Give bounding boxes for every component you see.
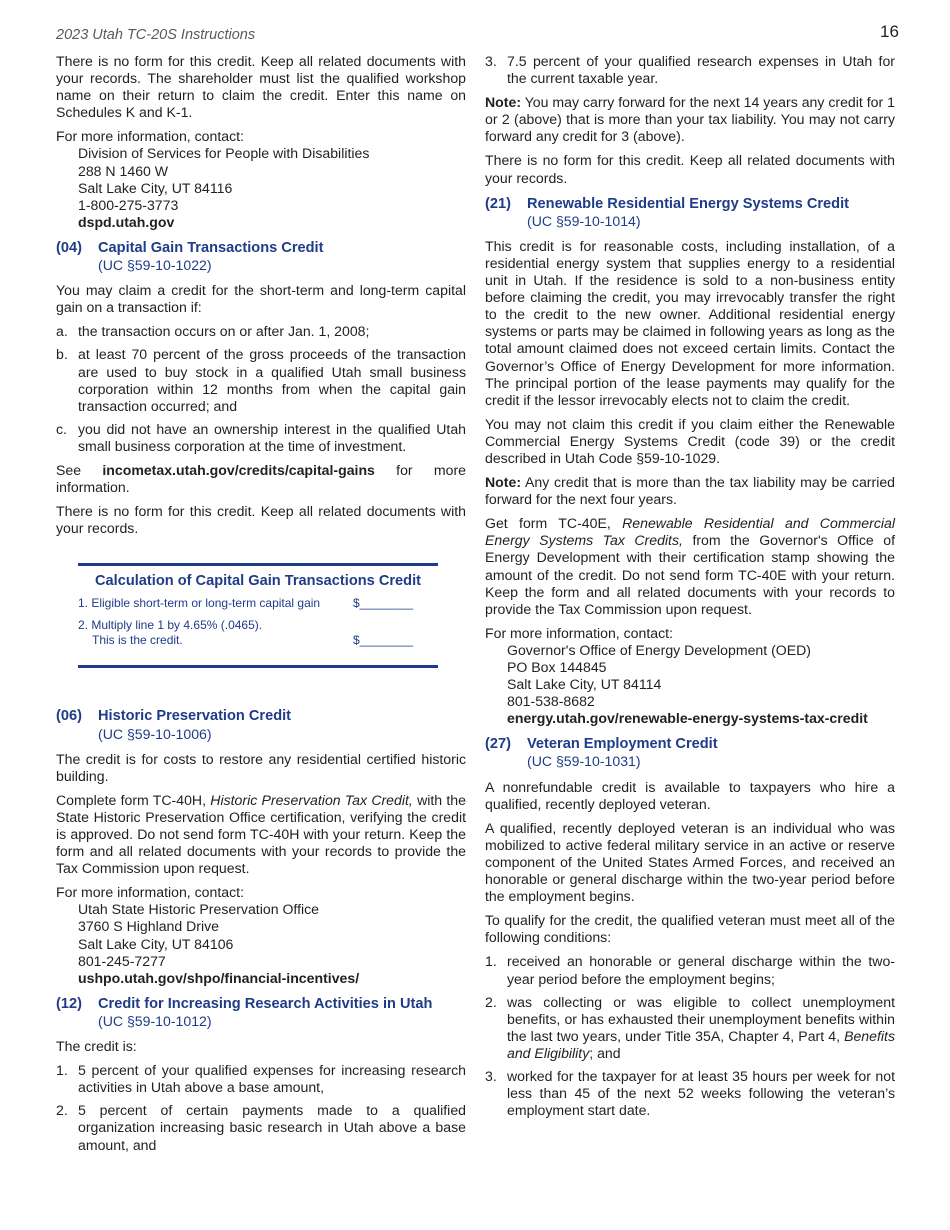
- list-text: you did not have an ownership interest in the qualified Utah small business corporation at the time of investment.: [78, 420, 466, 454]
- credit-list-continued: [485, 53, 895, 87]
- text-run: with the State Historic Preservation Office certification, verifying the credit is approved. Do not send form TC-40H with your return. Keep the form and all related documents with your records to provide the Tax Commission upon request.: [56, 791, 466, 877]
- contact-block-dspd: [56, 128, 466, 231]
- contact-block-ushpo: [56, 884, 466, 987]
- list-item: [56, 1062, 466, 1096]
- calculation-line-1: [78, 596, 438, 611]
- section-code: (12): [56, 995, 82, 1012]
- contact-url[interactable]: ushpo.utah.gov/shpo/financial-incentives/: [78, 969, 360, 986]
- calc-line-label-b: This is the credit.: [92, 633, 183, 648]
- note-paragraph: [485, 94, 895, 145]
- contact-line: Division of Services for People with Disabilities: [78, 145, 370, 162]
- contact-line: 801-538-8682: [507, 693, 595, 710]
- calculation-box: [78, 563, 438, 668]
- see-post: for more information.: [56, 461, 466, 496]
- paragraph: There is no form for this credit. Keep all related documents with your records.: [56, 503, 466, 537]
- section-heading-04: [56, 240, 466, 274]
- note-text: You may carry forward for the next 14 years any credit for 1 or 2 (above) that is more than your tax liability. You may not carry forward any credit for 3 (above).: [485, 94, 895, 145]
- calculation-title: Calculation of Capital Gain Transactions Credit: [95, 573, 421, 590]
- list-marker: 1.: [56, 1062, 68, 1079]
- section-citation: (UC §59-10-1012): [98, 1012, 212, 1029]
- paragraph: [485, 515, 895, 618]
- section-title: Historic Preservation Credit: [98, 708, 292, 725]
- contact-url[interactable]: energy.utah.gov/renewable-energy-systems-tax-credit: [507, 710, 868, 727]
- list-item: [56, 1102, 466, 1153]
- list-text: the transaction occurs on or after Jan. 1, 2008;: [78, 323, 370, 340]
- condition-list: [485, 953, 895, 1119]
- paragraph: This credit is for reasonable costs, including installation, of a residential energy system that supplies energy to a residential unit in Utah. If the residence is sold to a non-business entity before claiming the credit, you may irrevocably transfer the right to the credit to the new owner. Additional residential energy systems or parts may be claimed in following years as long as the total amount claimed does not exceed certain limits. Contact the Governor’s Office of Energy Development for more information. The principal portion of the lease payments may qualify for the credit if the lessor irrevocably elects not to claim the credit.: [485, 237, 895, 408]
- list-marker: 2.: [485, 993, 497, 1010]
- list-item: [485, 1068, 895, 1119]
- list-item: [56, 346, 466, 414]
- left-column: [56, 53, 466, 1161]
- list-text: 7.5 percent of your qualified research expenses in Utah for the current taxable year.: [507, 53, 895, 87]
- contact-block-oed: [485, 625, 895, 728]
- credit-list: [56, 1062, 466, 1153]
- section-heading-27: [485, 736, 895, 770]
- list-marker: c.: [56, 420, 67, 437]
- calc-line-label: [78, 618, 353, 648]
- document-header-title: 2023 Utah TC-20S Instructions: [56, 27, 256, 43]
- list-item: [485, 53, 895, 87]
- paragraph: A nonrefundable credit is available to taxpayers who hire a qualified, recently deployed veteran.: [485, 778, 895, 812]
- text-run: from the Governor's Office of Energy Development with their certification stamp showing the amount of the credit. Do not send form TC-40E with your return. Keep the form and all related documents with your records to provide the Tax Commission upon request.: [485, 532, 895, 617]
- list-text: at least 70 percent of the gross proceeds of the transaction are used to buy stock in a qualified Utah small business corporation within 12 months from when the capital gain transaction occurred; and: [78, 346, 466, 414]
- contact-line: 3760 S Highland Drive: [78, 918, 220, 935]
- section-code: (06): [56, 708, 82, 725]
- paragraph: There is no form for this credit. Keep all related documents with your records.: [485, 152, 895, 186]
- form-title: Renewable Residential and Commercial Energy Systems Tax Credits,: [485, 515, 895, 549]
- note-text: Any credit that is more than the tax liability may be carried forward for the next four years.: [485, 474, 895, 508]
- paragraph: To qualify for the credit, the qualified veteran must meet all of the following conditions:: [485, 912, 895, 946]
- section-title: Veteran Employment Credit: [527, 736, 718, 753]
- contact-line: PO Box 144845: [507, 659, 607, 675]
- list-text: 5 percent of your qualified expenses for increasing research activities in Utah above a base amount,: [78, 1062, 466, 1096]
- section-heading-06: [56, 708, 466, 742]
- section-title: Credit for Increasing Research Activities in Utah: [98, 995, 433, 1012]
- contact-line: Utah State Historic Preservation Office: [78, 901, 319, 918]
- calc-line-label-a: 2. Multiply line 1 by 4.65% (.0465).: [78, 618, 263, 633]
- section-citation: (UC §59-10-1031): [527, 753, 641, 770]
- calc-line-label: 1. Eligible short-term or long-term capital gain: [78, 596, 321, 611]
- right-column: [485, 53, 895, 1126]
- paragraph: [56, 792, 466, 877]
- chapter-title: Benefits and Eligibility: [507, 1027, 895, 1061]
- contact-lead: For more information, contact:: [56, 128, 244, 145]
- list-marker: 3.: [485, 53, 497, 69]
- section-heading-12: [56, 996, 466, 1030]
- contact-url[interactable]: dspd.utah.gov: [78, 213, 175, 230]
- see-pre: See: [56, 461, 82, 478]
- see-paragraph: [56, 462, 466, 496]
- list-text: 5 percent of certain payments made to a qualified organization increasing basic research in Utah above a base amount, and: [78, 1102, 466, 1153]
- paragraph: You may not claim this credit if you claim either the Renewable Commercial Energy Systems Credit (code 39) or the credit described in Utah Code §59-10-1029.: [485, 415, 895, 466]
- list-marker: 2.: [56, 1102, 68, 1119]
- list-item: [485, 953, 895, 987]
- contact-line: Governor's Office of Energy Development (OED): [507, 641, 811, 658]
- section-code: (27): [485, 736, 511, 753]
- note-label: Note:: [485, 94, 522, 111]
- form-title: Historic Preservation Tax Credit,: [210, 791, 413, 808]
- section-title: Renewable Residential Energy Systems Credit: [527, 195, 849, 212]
- contact-line: Salt Lake City, UT 84106: [78, 935, 234, 952]
- list-marker: 1.: [485, 953, 497, 970]
- contact-line: Salt Lake City, UT 84116: [78, 179, 233, 196]
- section-citation: (UC §59-10-1014): [527, 212, 641, 229]
- calc-line-blank[interactable]: $________: [353, 596, 414, 611]
- section-heading-21: [485, 196, 895, 230]
- list-item: [485, 994, 895, 1062]
- text-run: was collecting or was eligible to collect unemployment benefits, or has exhausted their unemployment benefits within the last two years, under Title 35A, Chapter 4, Part 4,: [507, 993, 895, 1044]
- contact-line: 801-245-7277: [78, 952, 166, 969]
- note-label: Note:: [485, 474, 522, 491]
- paragraph: A qualified, recently deployed veteran is an individual who was mobilized to active federal military service in an active or reserve component of the United States Armed Forces, and received an honorable or general discharge within the two-year period before the employment begins.: [485, 819, 895, 905]
- list-marker: 3.: [485, 1067, 497, 1084]
- section-title: Capital Gain Transactions Credit: [98, 239, 324, 256]
- list-item: [56, 323, 466, 340]
- calculation-line-2: [78, 618, 438, 648]
- section-citation: (UC §59-10-1022): [98, 257, 212, 274]
- contact-line: 288 N 1460 W: [78, 162, 169, 179]
- section-code: (21): [485, 195, 511, 212]
- capital-gains-url[interactable]: incometax.utah.gov/credits/capital-gains: [102, 461, 375, 478]
- list-text: [507, 994, 895, 1062]
- contact-line: 1-800-275-3773: [78, 196, 179, 213]
- list-text: received an honorable or general discharge within the two-year period before the employment begins;: [507, 953, 895, 987]
- list-marker: a.: [56, 323, 68, 340]
- text-run: Complete form TC-40H,: [56, 791, 207, 808]
- contact-lead: For more information, contact:: [485, 624, 673, 641]
- text-run: ; and: [589, 1044, 621, 1061]
- paragraph: The credit is:: [56, 1038, 137, 1055]
- list-marker: b.: [56, 346, 68, 363]
- intro-paragraph: There is no form for this credit. Keep all related documents with your records. The shareholder must list the qualified workshop name on their return to claim the credit. Enter this name on Schedules K and K-1.: [56, 53, 466, 121]
- list-item: [56, 421, 466, 455]
- page-number: 16: [880, 22, 899, 41]
- section-citation: (UC §59-10-1006): [98, 725, 212, 742]
- section-code: (04): [56, 239, 82, 256]
- calc-line-blank[interactable]: $________: [353, 633, 414, 648]
- paragraph: You may claim a credit for the short-term and long-term capital gain on a transaction if:: [56, 282, 466, 316]
- note-paragraph: [485, 474, 895, 508]
- paragraph: The credit is for costs to restore any residential certified historic building.: [56, 750, 466, 784]
- contact-lead: For more information, contact:: [56, 884, 244, 901]
- text-run: Get form TC-40E,: [485, 515, 611, 532]
- contact-line: Salt Lake City, UT 84114: [507, 676, 662, 693]
- list-text: worked for the taxpayer for at least 35 hours per week for not less than 45 of the next 52 weeks following the veteran’s employment start date.: [507, 1067, 895, 1119]
- condition-list: [56, 323, 466, 455]
